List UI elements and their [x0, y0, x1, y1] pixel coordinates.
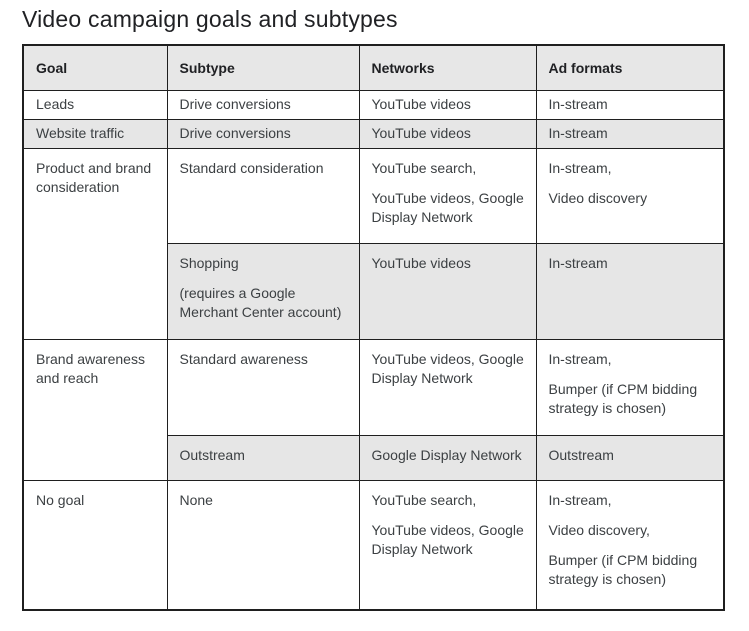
networks-cell: YouTube videos: [359, 243, 536, 339]
networks-cell: YouTube videos: [359, 90, 536, 119]
goal-cell: Website traffic: [23, 119, 167, 148]
goals-table-body: [23, 90, 724, 610]
table-row: [23, 480, 724, 610]
goal-cell: Leads: [23, 90, 167, 119]
networks-cell: YouTube videos: [359, 119, 536, 148]
goal-cell: No goal: [23, 480, 167, 610]
goal-cell: Brand awareness and reach: [23, 339, 167, 480]
networks-cell: Google Display Network: [359, 435, 536, 480]
column-header-goal: Goal: [23, 45, 167, 90]
ad-formats-cell: Outstream: [536, 435, 724, 480]
ad-formats-cell: In-stream: [536, 243, 724, 339]
ad-formats-cell: In-stream, Video discovery: [536, 148, 724, 243]
table-row: [23, 148, 724, 243]
subtype-cell: Shopping (requires a Google Merchant Center account): [167, 243, 359, 339]
goal-cell: Product and brand consideration: [23, 148, 167, 339]
subtype-cell: Drive conversions: [167, 90, 359, 119]
column-header-networks: Networks: [359, 45, 536, 90]
column-header-ad-formats: Ad formats: [536, 45, 724, 90]
ad-formats-cell: In-stream: [536, 90, 724, 119]
table-row: [23, 339, 724, 435]
subtype-cell: Standard awareness: [167, 339, 359, 435]
subtype-cell: Standard consideration: [167, 148, 359, 243]
page-title: Video campaign goals and subtypes: [22, 6, 398, 32]
table-row: [23, 90, 724, 119]
subtype-cell: Drive conversions: [167, 119, 359, 148]
networks-cell: YouTube videos, Google Display Network: [359, 339, 536, 435]
networks-cell: YouTube search, YouTube videos, Google Display Network: [359, 148, 536, 243]
column-header-subtype: Subtype: [167, 45, 359, 90]
ad-formats-cell: In-stream: [536, 119, 724, 148]
networks-cell: YouTube search, YouTube videos, Google Display Network: [359, 480, 536, 610]
subtype-cell: Outstream: [167, 435, 359, 480]
table-header-row: [23, 45, 724, 90]
subtype-cell: None: [167, 480, 359, 610]
ad-formats-cell: In-stream, Video discovery, Bumper (if CPM bidding strategy is chosen): [536, 480, 724, 610]
table-row: [23, 119, 724, 148]
campaign-goals-table: [22, 44, 725, 611]
ad-formats-cell: In-stream, Bumper (if CPM bidding strategy is chosen): [536, 339, 724, 435]
